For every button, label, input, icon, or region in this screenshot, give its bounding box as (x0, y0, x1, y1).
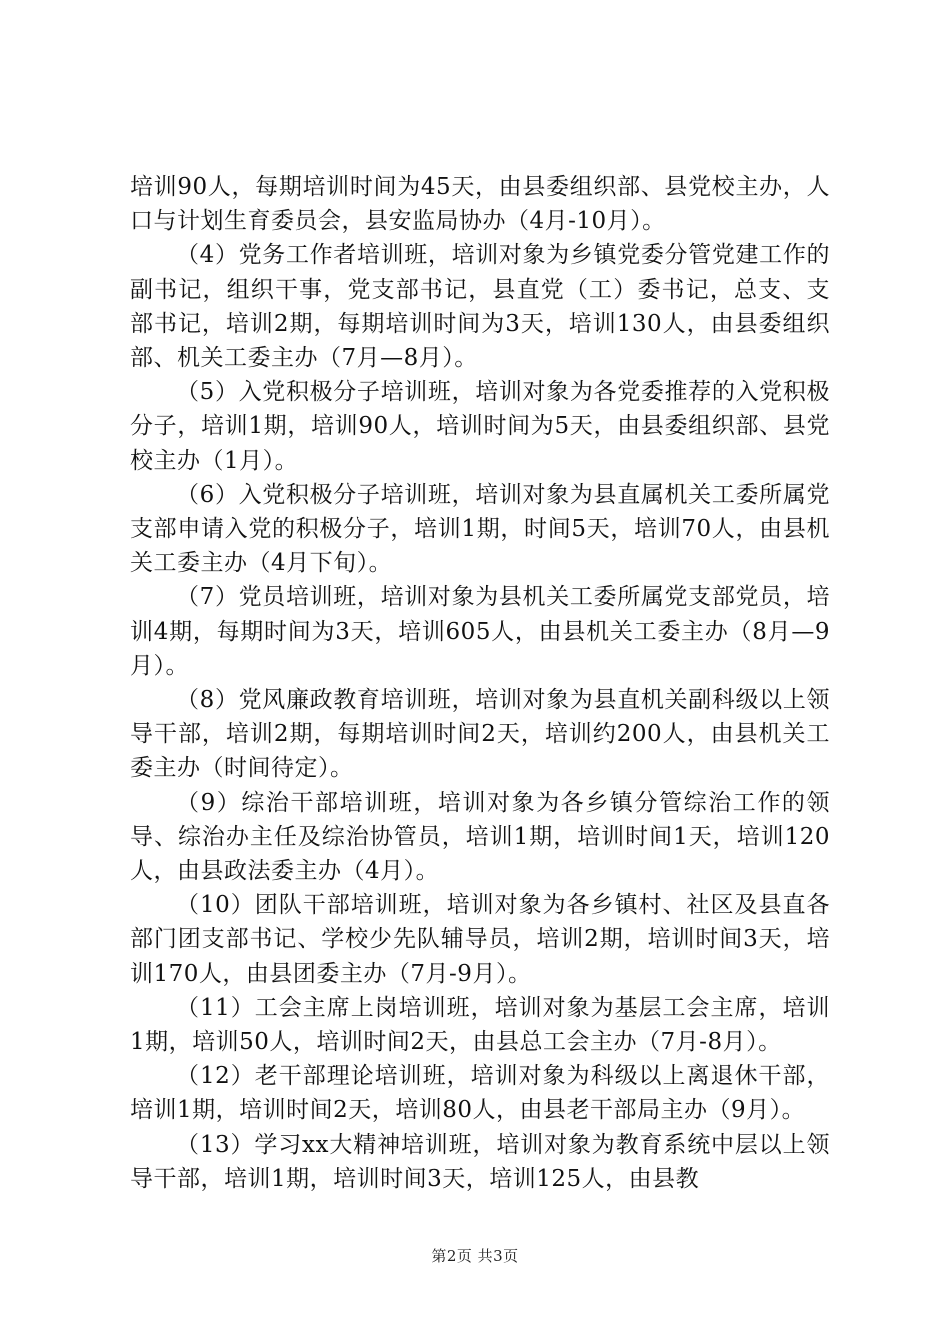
paragraph-item-4: （4）党务工作者培训班，培训对象为乡镇党委分管党建工作的副书记，组织干事，党支部书记，县直党（工）委书记，总支、支部书记，培训2期，每期培训时间为3天，培训130人，由县委组织部、机关工委主办（7月—8月）。 (130, 242, 830, 372)
document-body (130, 170, 830, 1196)
paragraph-item-13: （13）学习xx大精神培训班，培训对象为教育系统中层以上领导干部，培训1期，培训时间3天，培训125人，由县教 (130, 1131, 830, 1192)
paragraph-item-12: （12）老干部理论培训班，培训对象为科级以上离退休干部，培训1期，培训时间2天，培训80人，由县老干部局主办（9月）。 (130, 1063, 830, 1124)
paragraph-item-8: （8）党风廉政教育培训班，培训对象为县直机关副科级以上领导干部，培训2期，每期培训时间2天，培训约200人，由县机关工委主办（时间待定）。 (130, 687, 830, 782)
paragraph-continuation: 培训90人，每期培训时间为45天，由县委组织部、县党校主办，人口与计划生育委员会，县安监局协办（4月-10月）。 (130, 174, 830, 235)
paragraph-item-7: （7）党员培训班，培训对象为县机关工委所属党支部党员，培训4期，每期时间为3天，培训605人，由县机关工委主办（8月—9月）。 (130, 584, 830, 679)
paragraph-item-11: （11）工会主席上岗培训班，培训对象为基层工会主席，培训1期，培训50人，培训时间2天，由县总工会主办（7月-8月）。 (130, 994, 830, 1056)
paragraph-item-6: （6）入党积极分子培训班，培训对象为县直属机关工委所属党支部申请入党的积极分子，培训1期，时间5天，培训70人，由县机关工委主办（4月下旬）。 (130, 481, 830, 577)
paragraph-item-9: （9）综治干部培训班，培训对象为各乡镇分管综治工作的领导、综治办主任及综治协管员，培训1期，培训时间1天，培训120人，由县政法委主办（4月）。 (130, 789, 830, 885)
paragraph-item-10: （10）团队干部培训班，培训对象为各乡镇村、社区及县直各部门团支部书记、学校少先队辅导员，培训2期，培训时间3天，培训170人，由县团委主办（7月-9月）。 (130, 892, 830, 987)
page-number-footer: 第2页 共3页 (431, 1247, 519, 1265)
paragraph-item-5: （5）入党积极分子培训班，培训对象为各党委推荐的入党积极分子，培训1期，培训90人，培训时间为5天，由县委组织部、县党校主办（1月）。 (130, 379, 830, 474)
